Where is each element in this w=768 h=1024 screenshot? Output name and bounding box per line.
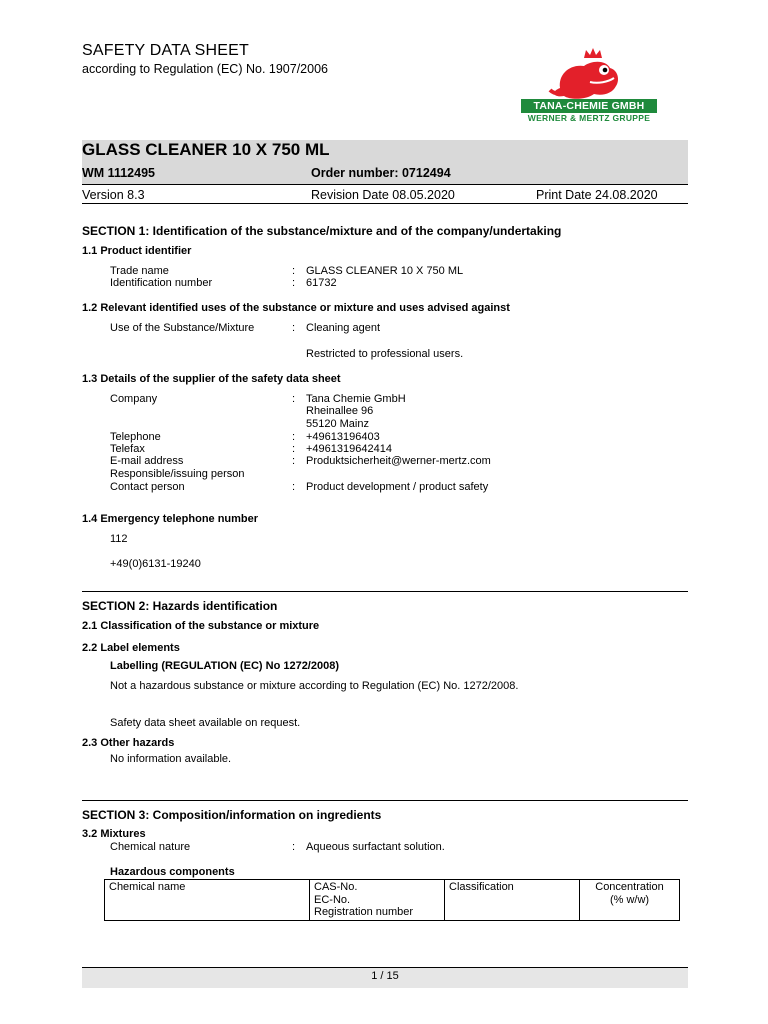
colon: :: [292, 443, 296, 455]
divider: [82, 184, 688, 185]
colon: :: [292, 322, 296, 334]
hazardous-components-table: [104, 879, 680, 921]
divider: [82, 203, 688, 204]
contact-person-label: Contact person: [110, 481, 185, 493]
divider: [82, 800, 688, 801]
product-wm-number: WM 1112495: [82, 166, 155, 180]
colon: :: [292, 277, 296, 289]
colon: :: [292, 431, 296, 443]
document-title: SAFETY DATA SHEET: [82, 42, 249, 59]
version: Version 8.3: [82, 188, 145, 202]
section-2-heading: SECTION 2: Hazards identification: [82, 599, 278, 613]
subsection-3-2-heading: 3.2 Mixtures: [82, 828, 146, 840]
other-hazards-text: No information available.: [110, 753, 232, 765]
company-name: Tana Chemie GmbH: [306, 393, 406, 405]
colon: :: [292, 841, 296, 853]
emergency-number-1: 112: [110, 533, 128, 545]
company-street: Rheinallee 96: [306, 405, 374, 417]
telephone-value: +49613196403: [306, 431, 380, 443]
chemical-nature-label: Chemical nature: [110, 841, 191, 853]
logo-brand: TANA-CHEMIE GMBH: [521, 99, 657, 113]
divider: [82, 591, 688, 592]
contact-person-value: Product development / product safety: [306, 481, 489, 493]
header-concentration: Concentration (% w/w): [580, 880, 680, 921]
revision-date: Revision Date 08.05.2020: [311, 188, 455, 202]
section-1-heading: SECTION 1: Identification of the substance/mixture and of the company/undertaking: [82, 224, 562, 238]
page-number: 1 / 15: [371, 970, 399, 982]
sds-available-statement: Safety data sheet available on request.: [110, 717, 301, 729]
document-subtitle: according to Regulation (EC) No. 1907/2006: [82, 62, 328, 76]
subsection-2-2-heading: 2.2 Label elements: [82, 642, 180, 654]
company-label: Company: [110, 393, 158, 405]
section-3-heading: SECTION 3: Composition/information on ingredients: [82, 808, 382, 822]
subsection-1-3-heading: 1.3 Details of the supplier of the safety data sheet: [82, 373, 341, 385]
colon: :: [292, 455, 296, 467]
telefax-label: Telefax: [110, 443, 145, 455]
identification-number-label: Identification number: [110, 277, 213, 289]
subsection-1-1-heading: 1.1 Product identifier: [82, 245, 192, 257]
subsection-2-1-heading: 2.1 Classification of the substance or mixture: [82, 620, 320, 632]
emergency-number-2: +49(0)6131-19240: [110, 558, 201, 570]
colon: :: [292, 393, 296, 405]
header-classification: Classification: [445, 880, 580, 921]
responsible-person-label: Responsible/issuing person: [110, 468, 245, 480]
hazardous-components-heading: Hazardous components: [110, 866, 235, 878]
identification-number-value: 61732: [306, 277, 337, 289]
use-label: Use of the Substance/Mixture: [110, 322, 255, 334]
trade-name-label: Trade name: [110, 265, 169, 277]
colon: :: [292, 265, 296, 277]
trade-name-value: GLASS CLEANER 10 X 750 ML: [306, 265, 464, 277]
print-date: Print Date 24.08.2020: [536, 188, 658, 202]
not-hazardous-statement: Not a hazardous substance or mixture according to Regulation (EC) No. 1272/2008.: [110, 680, 519, 692]
header-cas-ec-registration: CAS-No. EC-No. Registration number: [310, 880, 445, 921]
use-value: Cleaning agent: [306, 322, 381, 334]
email-label: E-mail address: [110, 455, 184, 467]
chemical-nature-value: Aqueous surfactant solution.: [306, 841, 445, 853]
labelling-heading: Labelling (REGULATION (EC) No 1272/2008): [110, 660, 340, 672]
subsection-1-4-heading: 1.4 Emergency telephone number: [82, 513, 259, 525]
colon: :: [292, 481, 296, 493]
email-value: Produktsicherheit@werner-mertz.com: [306, 455, 491, 467]
telephone-label: Telephone: [110, 431, 161, 443]
logo-group: WERNER & MERTZ GRUPPE: [527, 113, 651, 123]
subsection-1-2-heading: 1.2 Relevant identified uses of the substance or mixture and uses advised against: [82, 302, 510, 314]
header-chemical-name: Chemical name: [105, 880, 310, 921]
order-number: Order number: 0712494: [311, 166, 451, 180]
telefax-value: +4961319642414: [306, 443, 392, 455]
use-restriction: Restricted to professional users.: [306, 348, 464, 360]
table-header-row: [105, 880, 680, 921]
product-name: GLASS CLEANER 10 X 750 ML: [82, 140, 330, 159]
subsection-2-3-heading: 2.3 Other hazards: [82, 737, 175, 749]
company-city: 55120 Mainz: [306, 418, 369, 430]
